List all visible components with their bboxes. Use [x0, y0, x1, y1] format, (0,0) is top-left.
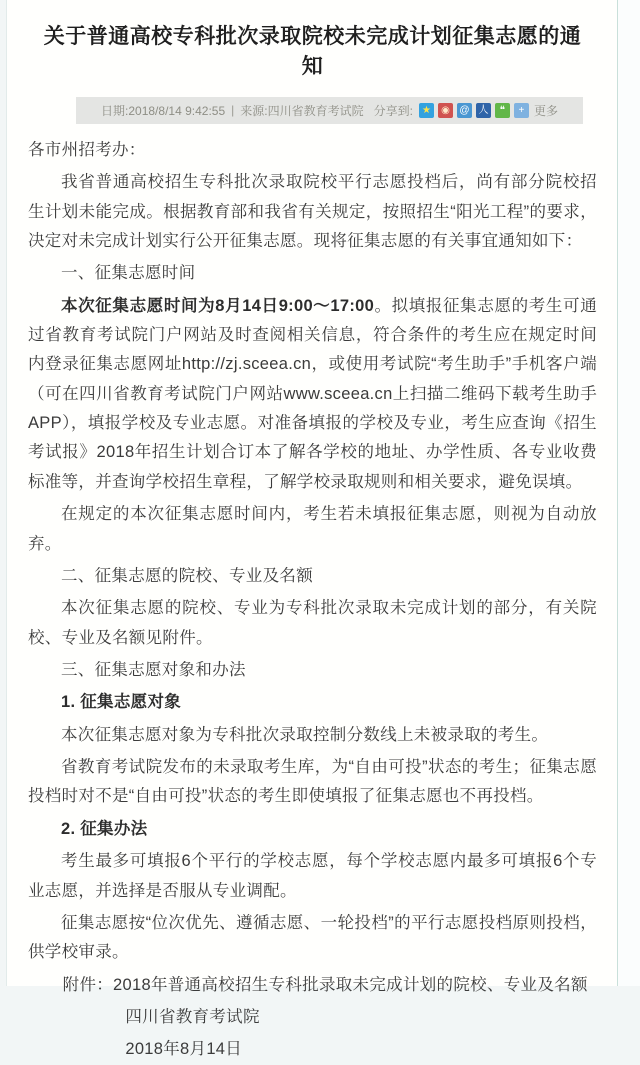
sina-weibo-share-icon[interactable]: ◉	[438, 103, 453, 118]
bold-text-run: 本次征集志愿时间为8月14日9:00～17:00	[61, 296, 375, 315]
paragraph	[28, 594, 597, 653]
paragraph	[28, 721, 597, 750]
source-text: 来源:四川省教育考试院	[240, 103, 364, 118]
share-label: 分享到:	[373, 103, 413, 118]
text-run: 省教育考试院发布的未录取考生库，为“自由可投”状态的考生；征集志愿投档时对不是“自由可投”状态的考生即使填报了征集志愿也不再投档。	[28, 758, 597, 806]
paragraph	[28, 688, 597, 717]
paragraph	[28, 971, 597, 1000]
page-title: 关于普通高校专科批次录取院校未完成计划征集志愿的通知	[43, 25, 582, 79]
paragraph	[28, 1035, 597, 1064]
bold-text-run: 2. 征集办法	[61, 819, 148, 838]
share-more-link[interactable]: 更多	[533, 103, 558, 118]
qzone-share-icon[interactable]: ★	[419, 103, 434, 118]
paragraph	[28, 500, 597, 559]
wechat-share-icon[interactable]: ❝	[495, 103, 510, 118]
text-run: 我省普通高校招生专科批次录取院校平行志愿投档后，尚有部分院校招生计划未能完成。根据教育部和我省有关规定，按照招生“阳光工程”的要求，决定对未完成计划实行公开征集志愿。现将征集志愿的有关事宜通知如下：	[28, 173, 597, 250]
paragraph	[28, 292, 597, 498]
text-run: 2018年8月14日	[125, 1040, 243, 1059]
renren-share-icon[interactable]: 人	[476, 103, 491, 118]
text-run: 各市州招考办：	[28, 140, 146, 159]
text-run: 二、征集志愿的院校、专业及名额	[61, 566, 313, 585]
paragraph	[28, 656, 597, 685]
paragraph	[28, 1003, 597, 1032]
paragraph	[28, 562, 597, 591]
text-run: 。拟填报征集志愿的考生可通过省教育考试院门户网站及时查阅相关信息，符合条件的考生应在规定时间内登录征集志愿网址http://zj.sceea.cn，或使用考试院“考生助手”手机客户端（可在四川省教育考试院门户网站www.sceea.cn上扫描二维码下载考生助手APP），填报学校及专业志愿。对准备填报的学校及专业，考生应查询《招生考试报》2018年招生计划合订本了解各学校的地址、办学性质、各专业收费标准等，并查询学校招生章程，了解学校录取规则和相关要求，避免误填。	[28, 296, 597, 491]
paragraph	[28, 815, 597, 844]
text-run: 本次征集志愿对象为专科批次录取控制分数线上未被录取的考生。	[61, 725, 549, 744]
bold-text-run: 1. 征集志愿对象	[61, 693, 182, 712]
paragraph	[28, 168, 597, 256]
page-right-margin	[618, 0, 640, 986]
text-run: 四川省教育考试院	[125, 1007, 260, 1026]
document-body	[28, 136, 597, 1065]
paragraph	[28, 847, 597, 906]
text-run: 征集志愿按“位次优先、遵循志愿、一轮投档”的平行志愿投档原则投档，供学校审录。	[28, 913, 597, 962]
date-text: 日期:2018/8/14 9:42:55	[101, 103, 226, 118]
share-icons-group	[417, 103, 531, 118]
text-run: 三、征集志愿对象和办法	[61, 660, 246, 679]
text-run: 在规定的本次征集志愿时间内，考生若未填报征集志愿，则视为自动放弃。	[28, 505, 597, 553]
text-run: 一、征集志愿时间	[61, 264, 196, 283]
paragraph	[28, 909, 597, 968]
meta-bar	[76, 97, 583, 124]
paragraph	[28, 753, 597, 812]
paragraph	[28, 259, 597, 288]
text-run: 附件：2018年普通高校招生专科批录取未完成计划的院校、专业及名额	[62, 975, 588, 994]
meta-separator: |	[231, 103, 235, 118]
more-share-icon[interactable]: +	[514, 103, 529, 118]
tencent-weibo-share-icon[interactable]: @	[457, 103, 472, 118]
text-run: 考生最多可填报6个平行的学校志愿，每个学校志愿内最多可填报6个专业志愿，并选择是否服从专业调配。	[28, 852, 597, 900]
notice-document	[6, 0, 618, 1059]
text-run: 本次征集志愿的院校、专业为专科批次录取未完成计划的部分，有关院校、专业及名额见附件。	[28, 599, 597, 647]
paragraph	[28, 136, 597, 165]
